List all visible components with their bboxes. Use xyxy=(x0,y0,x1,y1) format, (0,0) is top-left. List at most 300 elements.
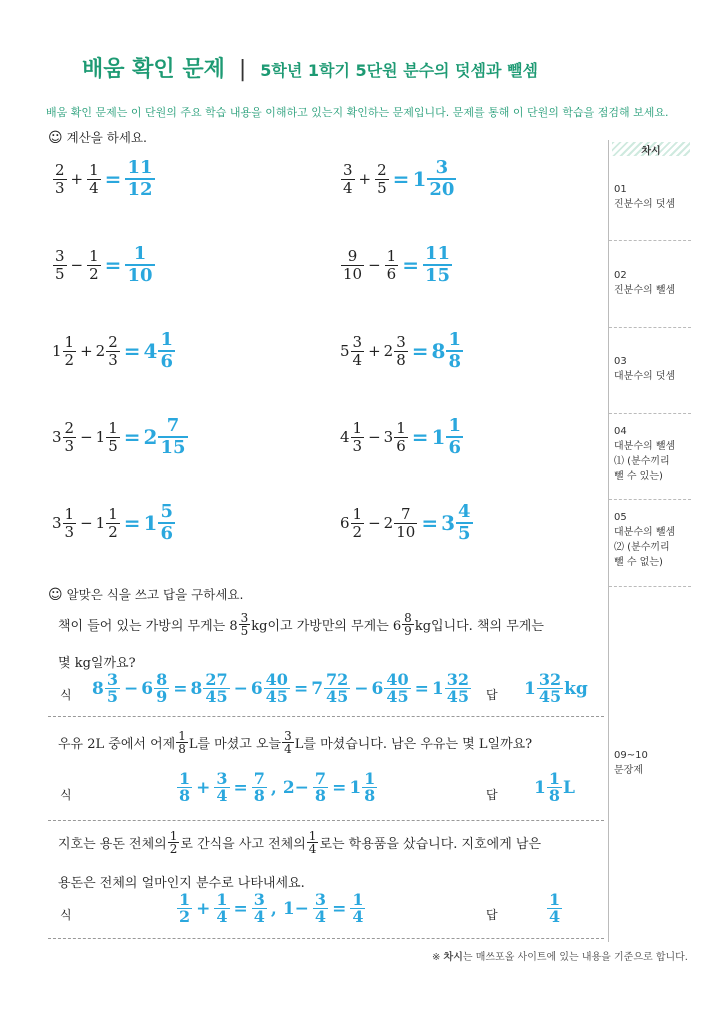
sidebar-item-label: 진분수의 덧셈 xyxy=(614,199,676,210)
sidebar-divider xyxy=(609,586,691,587)
fraction xyxy=(324,672,350,705)
sidebar-item-label: ⑵ (분수끼리 xyxy=(614,542,670,553)
numerator: 7 xyxy=(400,504,411,523)
denominator: 45 xyxy=(326,687,349,706)
calc-answer xyxy=(102,244,156,286)
fraction xyxy=(158,416,187,458)
calc-answer xyxy=(409,416,464,458)
numerator: 1 xyxy=(108,418,118,437)
operator: + xyxy=(358,170,372,188)
smiley-icon: ☺ xyxy=(48,130,63,146)
operator: − xyxy=(233,678,248,699)
denominator: 5 xyxy=(377,178,387,197)
whole-number: 6 xyxy=(250,678,263,699)
whole-number: 1 xyxy=(95,428,106,446)
equals-sign: = xyxy=(123,511,141,535)
denominator: 8 xyxy=(314,786,327,805)
denominator: 10 xyxy=(127,265,153,286)
operator: = xyxy=(233,777,248,798)
fraction xyxy=(313,892,328,925)
operator: − xyxy=(70,256,84,274)
intro-text: 배움 확인 문제는 이 단원의 주요 학습 내용을 이해하고 있는지 확인하는 문제입니다. 문제를 통해 이 단원의 학습을 점검해 보세요. xyxy=(46,106,669,119)
operator: + xyxy=(368,342,381,360)
denominator: 9 xyxy=(156,687,168,706)
numerator: 3 xyxy=(435,157,449,178)
p2-sik-label: 식 xyxy=(60,788,72,802)
denominator: 10 xyxy=(343,264,363,283)
denominator: 45 xyxy=(205,687,228,706)
p2-fraction-a xyxy=(176,730,188,755)
numerator: 1 xyxy=(364,769,376,788)
denominator: 5 xyxy=(55,264,65,283)
numerator: 3 xyxy=(240,611,249,625)
operator: − xyxy=(354,678,369,699)
numerator: 11 xyxy=(127,157,153,178)
denominator: 8 xyxy=(364,786,376,805)
numerator: 27 xyxy=(205,670,228,689)
fraction xyxy=(384,672,410,705)
whole-number: 5 xyxy=(340,342,350,360)
equals-sign: = xyxy=(411,339,429,363)
fraction xyxy=(158,330,175,372)
denominator: 2 xyxy=(179,907,191,926)
fraction xyxy=(423,244,452,286)
denominator: 8 xyxy=(178,742,186,756)
fraction xyxy=(385,248,399,283)
denominator: 4 xyxy=(89,178,99,197)
p1-fraction-a xyxy=(239,612,251,637)
fraction xyxy=(203,672,229,705)
whole-number: 3 xyxy=(52,514,62,532)
denominator: 4 xyxy=(549,907,561,926)
numerator: 1 xyxy=(179,890,191,909)
fraction xyxy=(106,334,120,369)
calc-expression xyxy=(52,158,156,200)
p3-text-c: 로는 학용품을 샀습니다. 지호에게 남은 xyxy=(319,837,542,852)
p2-text-a: 우유 2L 중에서 어제 xyxy=(58,737,176,752)
operator: 1− xyxy=(282,898,309,919)
numerator: 32 xyxy=(446,670,470,689)
numerator: 1 xyxy=(89,160,99,179)
numerator: 32 xyxy=(538,670,562,689)
unit: L xyxy=(562,777,575,798)
sidebar-item xyxy=(614,748,648,778)
denominator: 8 xyxy=(396,350,406,369)
denominator: 15 xyxy=(424,265,451,286)
p3-answer xyxy=(546,892,563,925)
fraction xyxy=(177,892,192,925)
p1-formula xyxy=(92,672,472,705)
title-main: 배움 확인 문제 xyxy=(82,57,225,82)
operator: = xyxy=(233,898,248,919)
p1-sik-label: 식 xyxy=(60,688,72,702)
sidebar-item-label: 대분수의 뺄셈 xyxy=(614,441,676,452)
calc-answer xyxy=(121,330,176,372)
fraction xyxy=(125,244,154,286)
section-calc-label: 계산을 하세요. xyxy=(66,130,148,145)
whole-number: 7 xyxy=(311,678,324,699)
sidebar-item-number: 05 xyxy=(614,512,627,523)
operator: , xyxy=(270,777,277,798)
operator: = xyxy=(332,898,347,919)
numerator: 1 xyxy=(396,418,406,437)
denominator: 4 xyxy=(352,907,364,926)
denominator: 2 xyxy=(64,350,75,369)
numerator: 4 xyxy=(458,501,471,522)
numerator: 1 xyxy=(448,329,461,350)
operator: 2− xyxy=(282,777,309,798)
numerator: 1 xyxy=(352,418,363,437)
denominator: 45 xyxy=(386,687,409,706)
p2-text-b: L를 마셨고 오늘 xyxy=(188,737,282,752)
fraction xyxy=(351,506,365,541)
footer-note xyxy=(432,948,688,963)
section-calc-heading xyxy=(48,128,147,146)
denominator: 6 xyxy=(448,437,461,458)
sidebar-item-label: 대분수의 덧셈 xyxy=(614,371,676,382)
numerator: 7 xyxy=(314,769,327,788)
whole-number: 1 xyxy=(524,678,536,699)
fraction xyxy=(394,420,408,455)
whole-number: 8 xyxy=(92,678,104,699)
sidebar-divider xyxy=(609,499,691,500)
p3-sik-label: 식 xyxy=(60,908,72,922)
fraction xyxy=(341,162,355,197)
whole-number: 4 xyxy=(340,428,350,446)
fraction xyxy=(53,248,67,283)
calc-answer xyxy=(121,416,189,458)
sidebar-item xyxy=(614,354,675,384)
numerator: 1 xyxy=(64,332,75,351)
fraction xyxy=(87,162,101,197)
p3-formula xyxy=(176,892,366,925)
calc-answer xyxy=(418,502,473,544)
numerator: 2 xyxy=(108,332,118,351)
calc-answer xyxy=(399,244,453,286)
fraction xyxy=(350,892,365,925)
sidebar-item-number: 09~10 xyxy=(614,750,648,761)
whole-number: 1 xyxy=(143,511,158,535)
numerator: 3 xyxy=(343,160,353,179)
divider xyxy=(48,716,604,717)
denominator: 4 xyxy=(284,742,292,756)
section-word-heading xyxy=(48,585,243,603)
fraction xyxy=(456,502,473,544)
numerator: 2 xyxy=(55,160,65,179)
denominator: 5 xyxy=(458,523,471,544)
problem-3-text-line2: 용돈은 전체의 얼마인지 분수로 나타내세요. xyxy=(58,876,305,891)
calc-expression xyxy=(52,244,156,286)
denominator: 15 xyxy=(160,437,186,458)
numerator: 1 xyxy=(448,415,461,436)
sidebar-item-label: 진분수의 뺄셈 xyxy=(614,285,676,296)
whole-number: 3 xyxy=(441,511,455,535)
sidebar-divider xyxy=(609,327,691,328)
p2-text-c: L를 마셨습니다. 남은 우유는 몇 L일까요? xyxy=(294,737,533,752)
equals-sign: = xyxy=(123,425,141,449)
fraction xyxy=(375,162,389,197)
fraction xyxy=(264,672,290,705)
denominator: 2 xyxy=(352,522,363,541)
problem-1-text xyxy=(58,612,544,637)
denominator: 3 xyxy=(64,522,75,541)
whole-number: 1 xyxy=(431,678,444,699)
sidebar-item-number: 01 xyxy=(614,184,627,195)
calc-expression xyxy=(52,416,189,458)
whole-number: 1 xyxy=(412,167,427,191)
equals-sign: = xyxy=(392,167,410,191)
divider xyxy=(48,820,604,821)
fraction xyxy=(362,771,377,804)
sidebar-item-label: 대분수의 뺄셈 xyxy=(614,527,676,538)
sidebar-item xyxy=(614,424,675,484)
numerator: 3 xyxy=(55,246,65,265)
denominator: 10 xyxy=(396,522,416,541)
numerator: 7 xyxy=(166,415,180,436)
denominator: 6 xyxy=(386,264,397,283)
fraction xyxy=(445,672,471,705)
fraction xyxy=(63,506,77,541)
numerator: 1 xyxy=(133,243,147,264)
operator: − xyxy=(368,428,381,446)
p2-formula xyxy=(176,771,378,804)
problem-1-text-line2: 몇 kg일까요? xyxy=(58,656,136,671)
calc-answer xyxy=(409,330,464,372)
numerator: 5 xyxy=(160,501,173,522)
equals-sign: = xyxy=(104,253,122,277)
whole-number: 1 xyxy=(95,514,106,532)
whole-number: 1 xyxy=(349,777,362,798)
p1-text-a: 책이 들어 있는 가방의 무게는 8 xyxy=(58,619,238,634)
numerator: 1 xyxy=(386,246,397,265)
sidebar-item-number: 04 xyxy=(614,426,627,437)
sidebar-header: 차시 xyxy=(612,142,690,156)
divider xyxy=(48,938,604,939)
calc-expression xyxy=(340,330,464,372)
fraction xyxy=(106,420,120,455)
denominator: 4 xyxy=(314,907,327,926)
denominator: 4 xyxy=(253,907,265,926)
numerator: 40 xyxy=(386,670,409,689)
numerator: 2 xyxy=(64,418,75,437)
p1-dap-label: 답 xyxy=(486,688,498,702)
fraction xyxy=(351,420,365,455)
fraction xyxy=(537,672,563,705)
fraction xyxy=(252,892,267,925)
section-word-label: 알맞은 식을 쓰고 답을 구하세요. xyxy=(66,587,244,602)
operator: − xyxy=(368,256,381,274)
sidebar-divider xyxy=(609,413,691,414)
operator: + xyxy=(196,777,211,798)
whole-number: 6 xyxy=(340,514,350,532)
numerator: 9 xyxy=(347,246,358,265)
denominator: 4 xyxy=(343,178,353,197)
fraction xyxy=(125,158,154,200)
denominator: 6 xyxy=(396,436,406,455)
numerator: 3 xyxy=(396,332,406,351)
fraction xyxy=(87,248,101,283)
fraction xyxy=(53,162,67,197)
denominator: 8 xyxy=(448,351,461,372)
fraction xyxy=(351,334,365,369)
whole-number: 6 xyxy=(141,678,154,699)
operator: − xyxy=(80,514,93,532)
fraction xyxy=(394,506,417,541)
fraction xyxy=(446,330,463,372)
whole-number: 2 xyxy=(95,342,106,360)
operator: = xyxy=(293,678,309,699)
denominator: 8 xyxy=(548,786,560,805)
fraction xyxy=(252,771,267,804)
title-separator: | xyxy=(238,57,247,82)
denominator: 20 xyxy=(429,179,455,200)
calc-answer xyxy=(121,502,176,544)
operator: − xyxy=(123,678,139,699)
title-subtitle: 5학년 1학기 5단원 분수의 덧셈과 뺄셈 xyxy=(260,61,538,80)
fraction xyxy=(177,771,192,804)
numerator: 72 xyxy=(326,670,349,689)
numerator: 1 xyxy=(548,769,560,788)
operator: + xyxy=(70,170,84,188)
fraction xyxy=(446,416,463,458)
operator: = xyxy=(332,777,347,798)
sidebar-item xyxy=(614,268,675,298)
sidebar-item-label: ⑴ (분수끼리 xyxy=(614,456,670,467)
fraction xyxy=(106,506,120,541)
equals-sign: = xyxy=(421,511,439,535)
denominator: 8 xyxy=(179,786,191,805)
equals-sign: = xyxy=(402,253,419,277)
denominator: 6 xyxy=(160,351,173,372)
denominator: 9 xyxy=(404,624,412,638)
fraction xyxy=(63,420,77,455)
p1-text-c: kg입니다. 책의 무게는 xyxy=(414,619,544,634)
numerator: 1 xyxy=(160,329,173,350)
footer-mark: ※ xyxy=(431,952,441,963)
fraction xyxy=(158,502,175,544)
footer-bold: 차시 xyxy=(443,952,463,963)
smiley-icon: ☺ xyxy=(48,587,63,603)
numerator: 1 xyxy=(178,729,186,743)
calc-expression xyxy=(340,502,474,544)
whole-number: 2 xyxy=(143,425,158,449)
p3-fraction-b xyxy=(307,830,319,855)
calc-expression xyxy=(340,416,464,458)
p2-dap-label: 답 xyxy=(486,788,498,802)
sidebar-item-label: 뺄 수 없는) xyxy=(614,557,663,568)
calc-expression xyxy=(52,502,176,544)
calc-expression xyxy=(340,244,453,286)
denominator: 2 xyxy=(108,522,118,541)
calc-expression xyxy=(52,330,176,372)
fraction xyxy=(547,771,562,804)
fraction xyxy=(214,771,229,804)
fraction xyxy=(154,672,169,705)
equals-sign: = xyxy=(411,425,429,449)
numerator: 8 xyxy=(156,670,168,689)
operator: − xyxy=(368,514,381,532)
denominator: 5 xyxy=(106,687,118,706)
denominator: 4 xyxy=(216,786,228,805)
problem-2-text xyxy=(58,730,532,755)
denominator: 45 xyxy=(538,687,562,706)
numerator: 1 xyxy=(352,504,363,523)
whole-number: 3 xyxy=(383,428,394,446)
numerator: 3 xyxy=(284,729,292,743)
denominator: 8 xyxy=(253,786,265,805)
numerator: 40 xyxy=(265,670,288,689)
footer-rest: 는 매쓰포올 사이트에 있는 내용을 기준으로 합니다. xyxy=(462,952,688,963)
denominator: 3 xyxy=(64,436,75,455)
whole-number: 8 xyxy=(431,339,446,363)
equals-sign: = xyxy=(104,167,122,191)
denominator: 3 xyxy=(108,350,118,369)
fraction xyxy=(313,771,328,804)
numerator: 3 xyxy=(106,670,118,689)
numerator: 1 xyxy=(352,890,364,909)
whole-number: 6 xyxy=(371,678,384,699)
fraction xyxy=(427,158,456,200)
numerator: 1 xyxy=(549,890,561,909)
operator: − xyxy=(80,428,93,446)
denominator: 4 xyxy=(308,842,317,856)
denominator: 3 xyxy=(55,178,65,197)
calc-answer xyxy=(390,158,458,200)
denominator: 6 xyxy=(160,523,173,544)
operator: + xyxy=(80,342,93,360)
whole-number: 8 xyxy=(190,678,203,699)
p1-text-b: kg이고 가방만의 무게는 6 xyxy=(251,619,402,634)
numerator: 11 xyxy=(424,243,451,264)
calc-answer xyxy=(102,158,156,200)
denominator: 2 xyxy=(169,842,178,856)
problem-3-text xyxy=(58,830,541,855)
whole-number: 2 xyxy=(383,342,394,360)
p3-text-b: 로 간식을 사고 전체의 xyxy=(180,837,306,852)
fraction xyxy=(394,334,408,369)
denominator: 5 xyxy=(108,436,118,455)
denominator: 45 xyxy=(446,687,470,706)
numerator: 3 xyxy=(314,890,327,909)
numerator: 1 xyxy=(108,504,118,523)
numerator: 1 xyxy=(216,890,228,909)
p2-answer xyxy=(534,771,575,804)
sidebar-item xyxy=(614,510,675,570)
fraction xyxy=(105,672,120,705)
operator: , xyxy=(270,898,277,919)
denominator: 4 xyxy=(216,907,228,926)
numerator: 1 xyxy=(179,769,191,788)
whole-number: 1 xyxy=(534,777,546,798)
numerator: 1 xyxy=(169,829,178,843)
p3-dap-label: 답 xyxy=(486,908,498,922)
numerator: 1 xyxy=(89,246,99,265)
p3-fraction-a xyxy=(168,830,180,855)
p3-text-a: 지호는 용돈 전체의 xyxy=(58,837,167,852)
denominator: 12 xyxy=(127,179,153,200)
numerator: 1 xyxy=(64,504,75,523)
numerator: 2 xyxy=(377,160,387,179)
equals-sign: = xyxy=(123,339,141,363)
operator: = xyxy=(414,678,429,699)
denominator: 4 xyxy=(352,350,363,369)
numerator: 1 xyxy=(308,829,317,843)
whole-number: 4 xyxy=(143,339,158,363)
fraction xyxy=(547,892,562,925)
operator: + xyxy=(196,898,211,919)
p1-answer xyxy=(524,672,588,705)
numerator: 3 xyxy=(352,332,363,351)
